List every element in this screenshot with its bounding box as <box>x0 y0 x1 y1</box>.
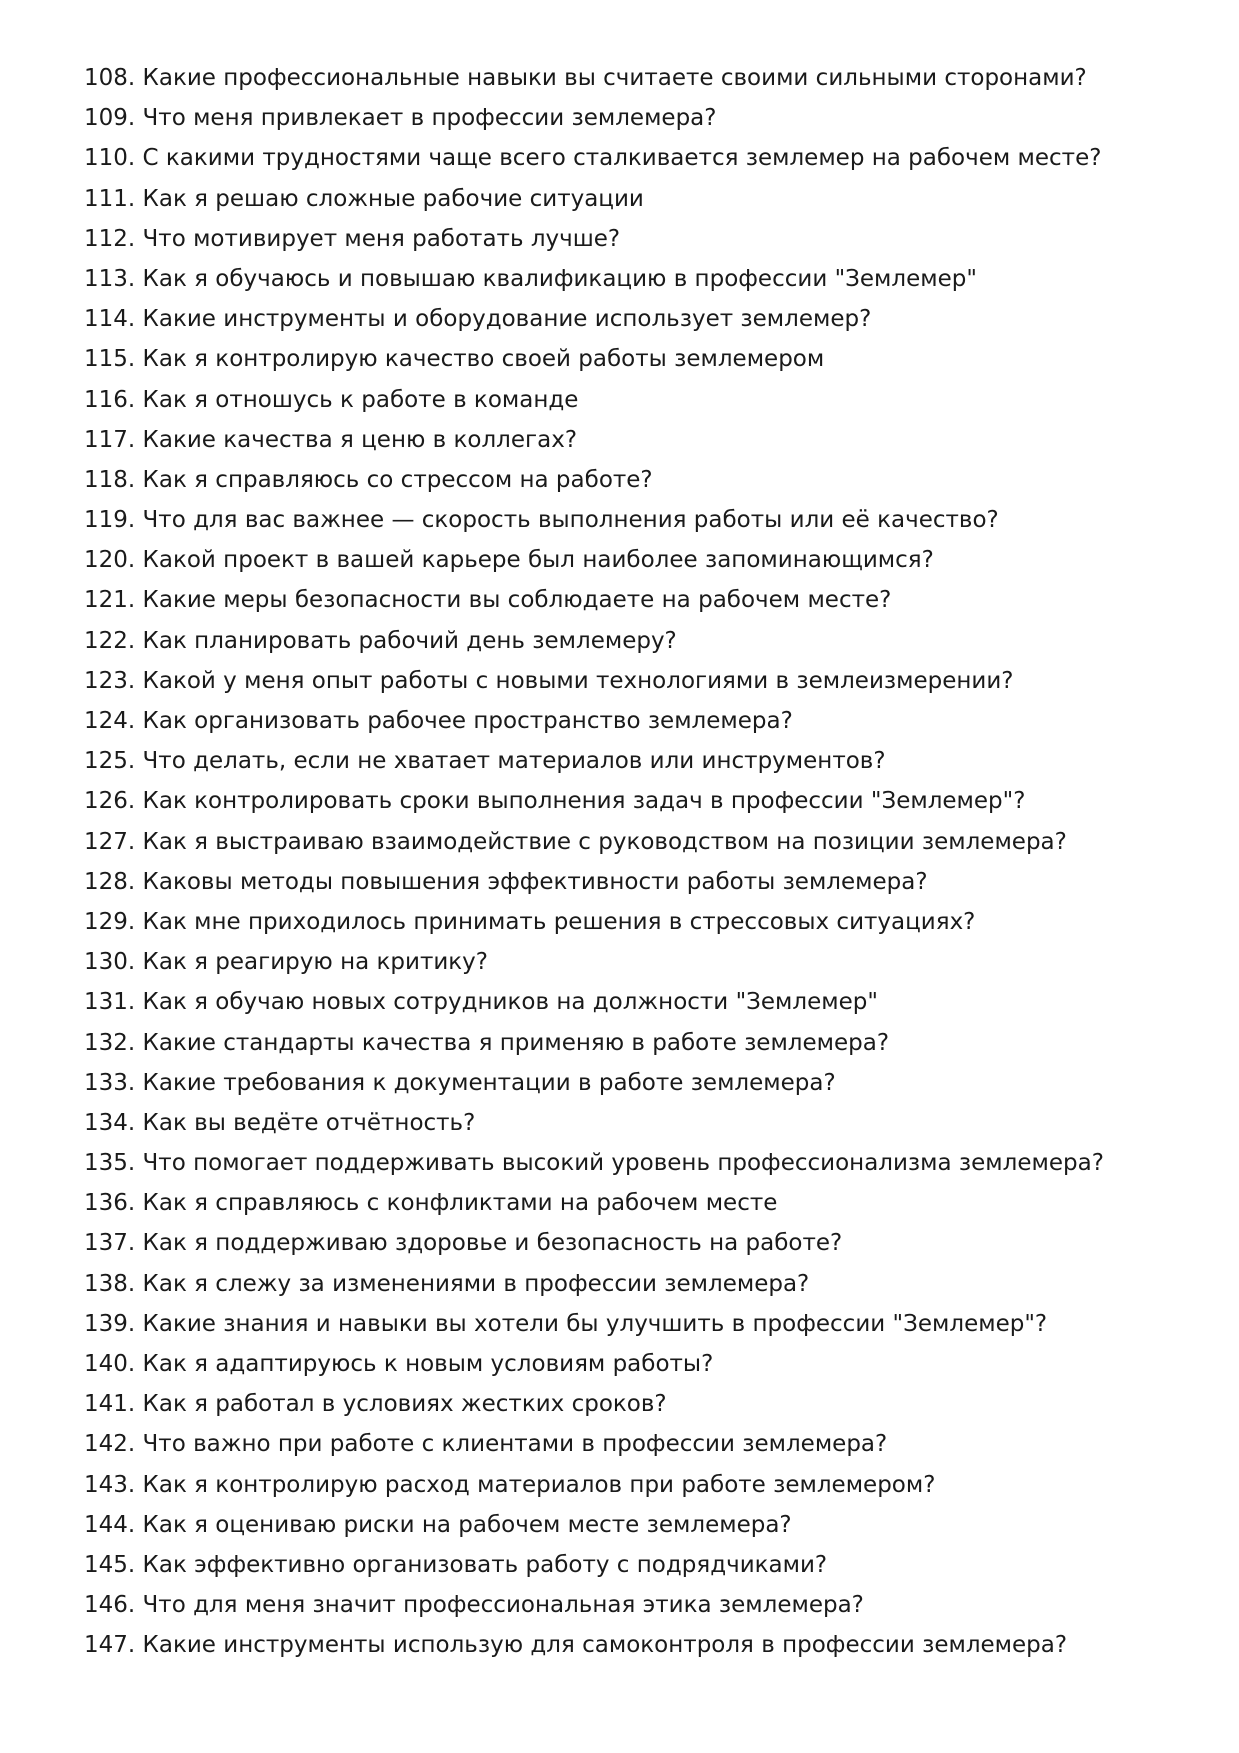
question-number: 136. <box>84 1190 136 1217</box>
question-text: Как эффективно организовать работу с подрядчиками? <box>142 1551 828 1578</box>
question-text: Как я контролирую расход материалов при работе землемером? <box>142 1471 936 1498</box>
question-text: Какой проект в вашей карьере был наиболее запоминающимся? <box>142 547 934 574</box>
question-item <box>84 781 1204 821</box>
question-item <box>84 1585 1204 1625</box>
question-number: 134. <box>84 1109 136 1136</box>
question-text: Как планировать рабочий день землемеру? <box>142 627 677 654</box>
question-item <box>84 1264 1204 1304</box>
question-number: 116. <box>84 386 136 413</box>
question-text: Какие инструменты использую для самоконтроля в профессии землемера? <box>142 1632 1068 1659</box>
question-text: Что мотивирует меня работать лучше? <box>142 225 621 252</box>
question-item <box>84 982 1204 1022</box>
question-text: Что для меня значит профессиональная этика землемера? <box>142 1592 864 1619</box>
question-number: 108. <box>84 65 136 91</box>
question-number: 113. <box>84 265 136 292</box>
question-item <box>84 621 1204 661</box>
question-item <box>84 1545 1204 1585</box>
question-number: 125. <box>84 748 136 775</box>
question-item <box>84 580 1204 620</box>
question-text: Как я поддерживаю здоровье и безопасность на работе? <box>142 1230 843 1257</box>
question-text: Как я реагирую на критику? <box>142 949 489 976</box>
question-item <box>84 339 1204 379</box>
question-item <box>84 420 1204 460</box>
question-item <box>84 58 1204 98</box>
question-item <box>84 540 1204 580</box>
question-number: 117. <box>84 426 136 453</box>
question-text: Какие стандарты качества я применяю в работе землемера? <box>142 1029 890 1056</box>
question-text: Как контролировать сроки выполнения задач в профессии "Землемер"? <box>142 788 1026 815</box>
question-text: Как вы ведёте отчётность? <box>142 1109 476 1136</box>
question-text: Как мне приходилось принимать решения в стрессовых ситуациях? <box>142 908 976 935</box>
question-number: 126. <box>84 788 136 815</box>
question-item <box>84 1183 1204 1223</box>
question-text: Что помогает поддерживать высокий уровень профессионализма землемера? <box>142 1150 1104 1177</box>
question-text: Что для вас важнее — скорость выполнения работы или её качество? <box>142 507 999 534</box>
question-number: 145. <box>84 1551 136 1578</box>
question-item <box>84 661 1204 701</box>
question-text: Как я обучаю новых сотрудников на должности "Землемер" <box>142 989 878 1016</box>
question-number: 143. <box>84 1471 136 1498</box>
question-number: 121. <box>84 587 136 614</box>
question-number: 109. <box>84 105 136 132</box>
question-number: 119. <box>84 507 136 534</box>
question-text: Как я оцениваю риски на рабочем месте землемера? <box>142 1511 792 1538</box>
question-item <box>84 1465 1204 1505</box>
question-item <box>84 179 1204 219</box>
question-number: 115. <box>84 346 136 373</box>
question-item <box>84 138 1204 178</box>
question-number: 111. <box>84 185 136 212</box>
question-item <box>84 902 1204 942</box>
question-text: Что делать, если не хватает материалов или инструментов? <box>142 748 886 775</box>
question-text: Каковы методы повышения эффективности работы землемера? <box>142 868 928 895</box>
question-text: Как я обучаюсь и повышаю квалификацию в профессии "Землемер" <box>142 265 977 292</box>
question-text: Как я работал в условиях жестких сроков? <box>142 1391 667 1418</box>
question-text: Какие требования к документации в работе землемера? <box>142 1069 836 1096</box>
question-number: 128. <box>84 868 136 895</box>
question-text: Как я слежу за изменениями в профессии землемера? <box>142 1270 810 1297</box>
question-item <box>84 741 1204 781</box>
question-text: Какие знания и навыки вы хотели бы улучшить в профессии "Землемер"? <box>142 1310 1048 1337</box>
question-number: 147. <box>84 1632 136 1659</box>
question-number: 118. <box>84 466 136 493</box>
question-item <box>84 259 1204 299</box>
question-number: 135. <box>84 1150 136 1177</box>
question-text: Как я справляюсь со стрессом на работе? <box>142 466 653 493</box>
question-number: 133. <box>84 1069 136 1096</box>
question-text: Какие меры безопасности вы соблюдаете на рабочем месте? <box>142 587 892 614</box>
question-item <box>84 299 1204 339</box>
question-item <box>84 1063 1204 1103</box>
question-item <box>84 1625 1204 1665</box>
question-number: 129. <box>84 908 136 935</box>
question-number: 137. <box>84 1230 136 1257</box>
question-item <box>84 1344 1204 1384</box>
question-number: 120. <box>84 547 136 574</box>
question-number: 140. <box>84 1351 136 1377</box>
question-text: Какой у меня опыт работы с новыми технологиями в землеизмерении? <box>142 667 1014 694</box>
question-text: Как я выстраиваю взаимодействие с руководством на позиции землемера? <box>142 828 1067 855</box>
question-number: 141. <box>84 1391 136 1418</box>
question-text: Как я решаю сложные рабочие ситуации <box>142 185 644 212</box>
question-number: 127. <box>84 828 136 855</box>
question-text: Какие качества я ценю в коллегах? <box>142 426 578 453</box>
question-number: 110. <box>84 145 136 172</box>
question-item <box>84 98 1204 138</box>
question-number: 142. <box>84 1431 136 1458</box>
question-item <box>84 1505 1204 1545</box>
question-text: Как организовать рабочее пространство землемера? <box>142 708 793 734</box>
question-item <box>84 1384 1204 1424</box>
question-text: Что меня привлекает в профессии землемера? <box>142 105 717 132</box>
question-item <box>84 1223 1204 1263</box>
question-item <box>84 219 1204 259</box>
question-item <box>84 822 1204 862</box>
question-number: 144. <box>84 1511 136 1538</box>
question-number: 124. <box>84 708 136 734</box>
question-number: 146. <box>84 1592 136 1619</box>
question-number: 139. <box>84 1310 136 1337</box>
question-item <box>84 1424 1204 1464</box>
question-number: 130. <box>84 949 136 976</box>
question-number: 112. <box>84 225 136 252</box>
question-number: 138. <box>84 1270 136 1297</box>
question-number: 122. <box>84 627 136 654</box>
question-item <box>84 1103 1204 1143</box>
question-number: 123. <box>84 667 136 694</box>
question-item <box>84 1304 1204 1344</box>
question-text: Что важно при работе с клиентами в профессии землемера? <box>142 1431 888 1458</box>
question-text: Какие профессиональные навыки вы считаете своими сильными сторонами? <box>142 65 1087 91</box>
document-page <box>84 58 1204 1666</box>
question-item <box>84 1143 1204 1183</box>
question-list <box>84 58 1204 1666</box>
question-text: Как я контролирую качество своей работы землемером <box>142 346 825 373</box>
question-number: 131. <box>84 989 136 1016</box>
question-number: 114. <box>84 306 136 333</box>
question-text: Как я справляюсь с конфликтами на рабочем месте <box>142 1190 778 1217</box>
question-item <box>84 380 1204 420</box>
question-text: С какими трудностями чаще всего сталкивается землемер на рабочем месте? <box>142 145 1102 172</box>
question-item <box>84 1023 1204 1063</box>
question-text: Какие инструменты и оборудование использует землемер? <box>142 306 872 333</box>
question-item <box>84 500 1204 540</box>
question-item <box>84 942 1204 982</box>
question-item <box>84 460 1204 500</box>
question-number: 132. <box>84 1029 136 1056</box>
question-item <box>84 701 1204 741</box>
question-text: Как я отношусь к работе в команде <box>142 386 579 413</box>
question-item <box>84 862 1204 902</box>
question-text: Как я адаптируюсь к новым условиям работы? <box>142 1351 714 1377</box>
